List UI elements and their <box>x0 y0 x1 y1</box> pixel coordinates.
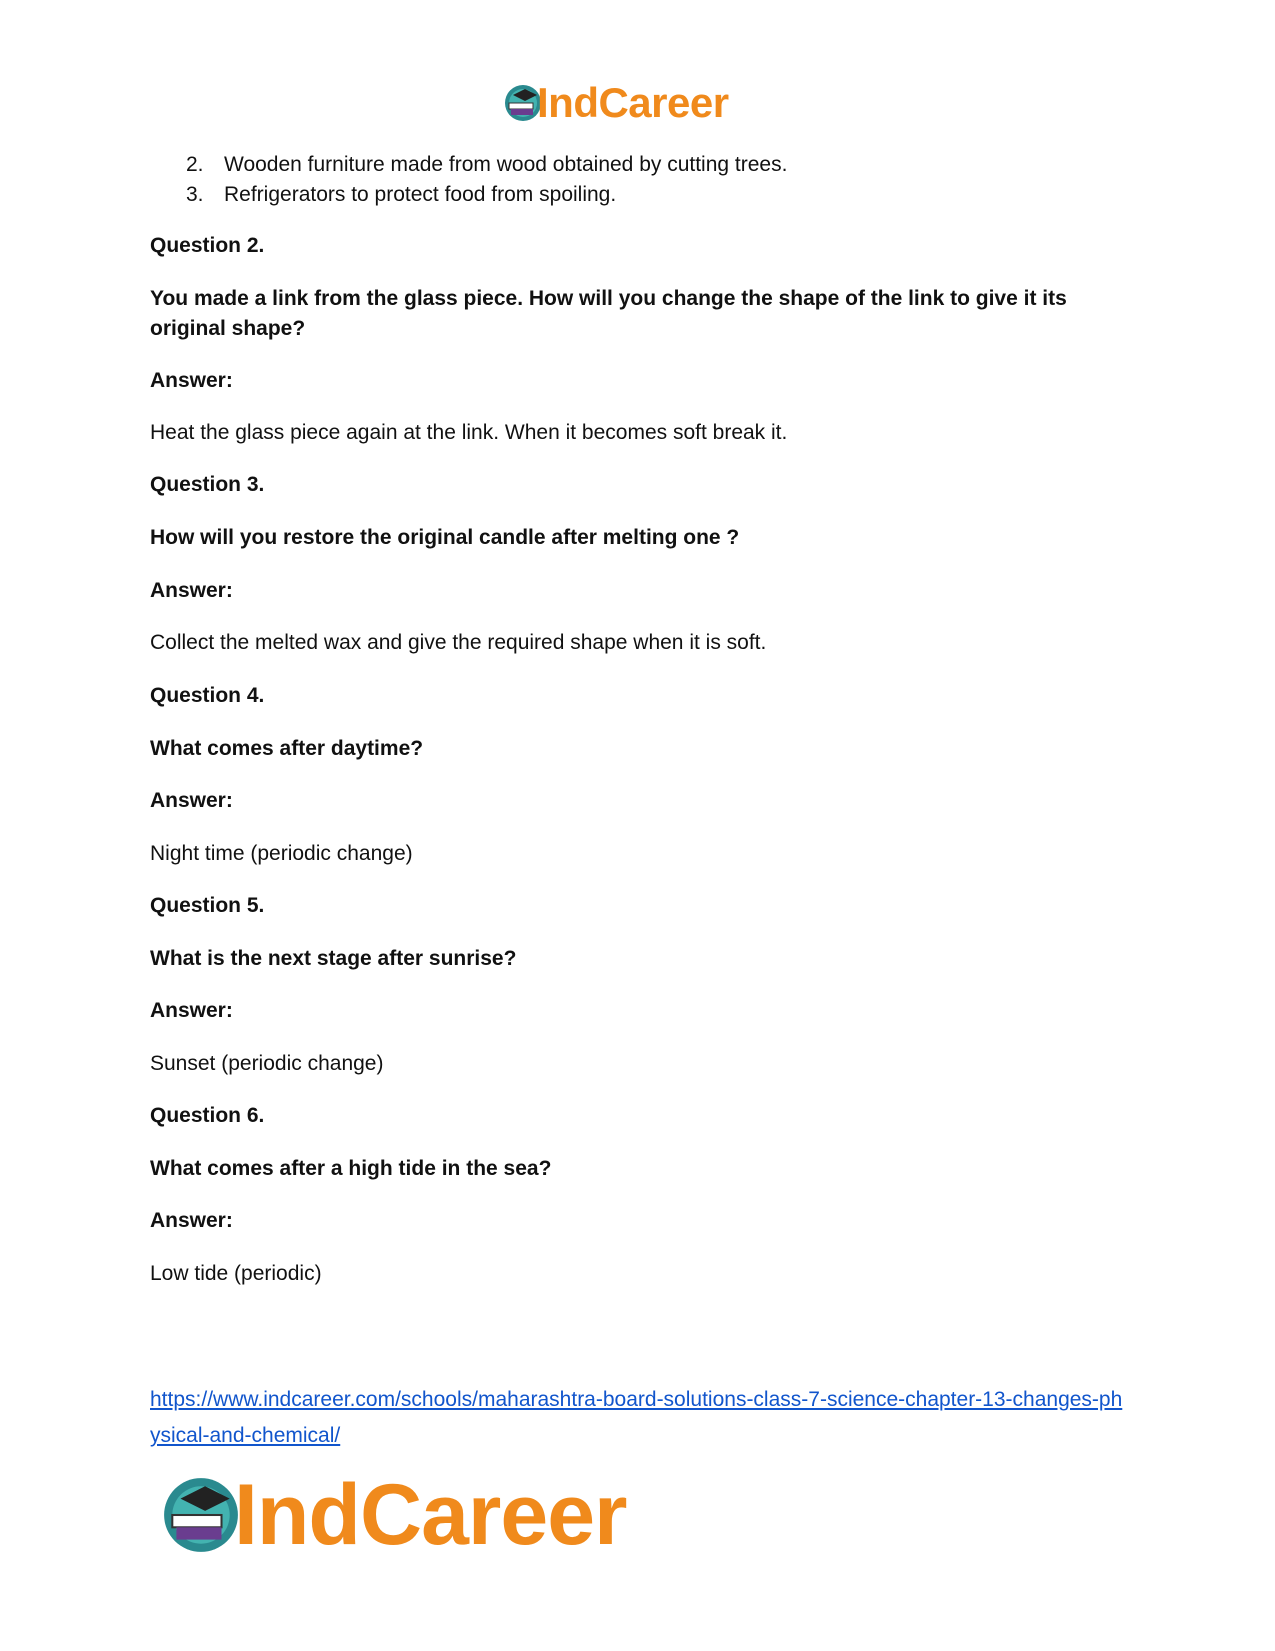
answer-label: Answer: <box>150 369 233 392</box>
answer-text: Collect the melted wax and give the required shape when it is soft. <box>150 631 767 654</box>
question-label: Question 4. <box>150 684 265 707</box>
indcareer-logo-top <box>503 80 729 126</box>
question-label: Question 2. <box>150 234 265 257</box>
question-text: You made a link from the glass piece. How will you change the shape of the link to give it its original shape? <box>150 287 1067 340</box>
indcareer-logo-bottom <box>160 1467 627 1563</box>
answer-text: Heat the glass piece again at the link. When it becomes soft break it. <box>150 421 788 444</box>
question-text: How will you restore the original candle after melting one ? <box>150 526 740 549</box>
answer-label: Answer: <box>150 579 233 602</box>
brand-wordmark: IndCareer <box>234 1467 627 1563</box>
list-item-number: 3. <box>186 183 204 206</box>
question-label: Question 5. <box>150 894 265 917</box>
question-label: Question 3. <box>150 473 265 496</box>
answer-label: Answer: <box>150 789 233 812</box>
question-text: What is the next stage after sunrise? <box>150 947 517 970</box>
list-item-number: 2. <box>186 153 204 176</box>
list-item <box>186 180 787 210</box>
numbered-list <box>186 150 787 210</box>
source-url-link[interactable]: https://www.indcareer.com/schools/maharashtra-board-solutions-class-7-science-chapter-13-changes-physical-and-chemical/ <box>150 1388 1123 1447</box>
list-item-text: Refrigerators to protect food from spoiling. <box>224 183 617 206</box>
question-label: Question 6. <box>150 1104 265 1127</box>
list-item-text: Wooden furniture made from wood obtained by cutting trees. <box>224 153 788 176</box>
answer-text: Night time (periodic change) <box>150 842 413 865</box>
answer-label: Answer: <box>150 1209 233 1232</box>
answer-text: Low tide (periodic) <box>150 1262 322 1285</box>
globe-book-icon <box>160 1474 242 1556</box>
question-text: What comes after a high tide in the sea? <box>150 1157 552 1180</box>
brand-wordmark: IndCareer <box>537 79 729 126</box>
answer-label: Answer: <box>150 999 233 1022</box>
list-item <box>186 150 787 180</box>
question-text: What comes after daytime? <box>150 737 424 760</box>
answer-text: Sunset (periodic change) <box>150 1052 384 1075</box>
